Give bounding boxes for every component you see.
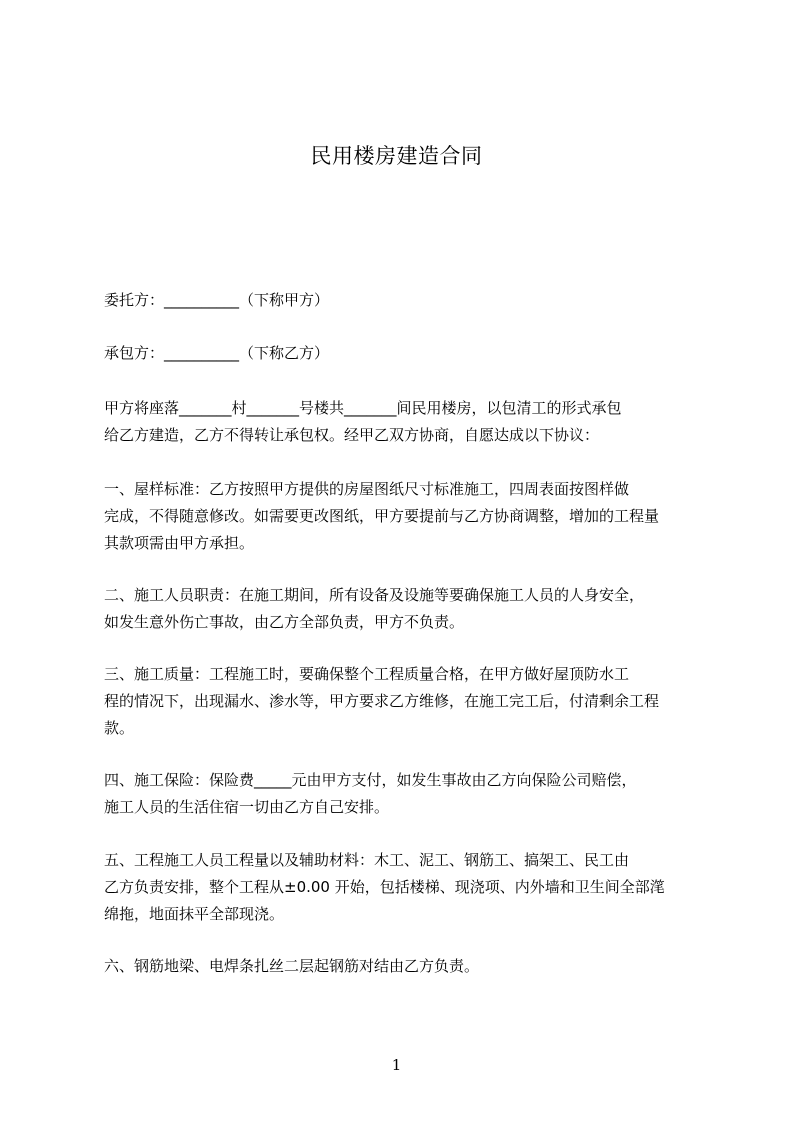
- clause-1-line-1: 一、屋样标准：乙方按照甲方提供的房屋图纸尺寸标准施工，四周表面按图样做: [104, 480, 630, 498]
- page-number: 1: [391, 1056, 402, 1074]
- preamble-line-2: 给乙方建造，乙方不得转让承包权。经甲乙双方协商，自愿达成以下协议：: [104, 426, 600, 444]
- clause-3-line-3: 款。: [104, 719, 135, 737]
- clause-2-line-2: 如发生意外伤亡事故，由乙方全部负责，甲方不负责。: [104, 613, 465, 631]
- clause-5-line-1: 五、工程施工人员工程量以及辅助材料：木工、泥工、钢筋工、搞架工、民工由: [104, 851, 630, 869]
- clause-2-line-1: 二、施工人员职责：在施工期间，所有设备及设施等要确保施工人员的人身安全，: [104, 586, 645, 604]
- clause-3-line-1: 三、施工质量：工程施工时，要确保整个工程质量合格，在甲方做好屋顶防水工: [104, 665, 630, 683]
- document-title: 民用楼房建造合同: [310, 144, 483, 168]
- party-a-line: 委托方：__________（下称甲方）: [104, 291, 330, 309]
- preamble-line-1: 甲方将座落_______村_______号楼共_______间民用楼房，以包清工的形式承包: [104, 399, 622, 417]
- clause-4-line-2: 施工人员的生活住宿一切由乙方自己安排。: [104, 798, 390, 816]
- clause-5-line-2: 乙方负责安排，整个工程从±0.00 开始，包括楼梯、现浇项、内外墙和卫生间全部滗: [104, 878, 665, 896]
- clause-6-line-1: 六、钢筋地梁、电焊条扎丝二层起钢筋对结由乙方负责。: [104, 957, 480, 975]
- clause-5-line-3: 绵拖，地面抹平全部现浇。: [104, 905, 285, 923]
- clause-1-line-2: 完成，不得随意修改。如需要更改图纸，甲方要提前与乙方协商调整，增加的工程量: [104, 507, 660, 525]
- party-b-line: 承包方：__________（下称乙方）: [104, 344, 330, 362]
- clause-4-line-1: 四、施工保险：保险费_____元由甲方支付，如发生事故由乙方向保险公司赔偿，: [104, 771, 637, 789]
- clause-3-line-2: 程的情况下，出现漏水、渗水等，甲方要求乙方维修，在施工完工后，付清剩余工程: [104, 692, 660, 710]
- clause-1-line-3: 其款项需由甲方承担。: [104, 534, 255, 552]
